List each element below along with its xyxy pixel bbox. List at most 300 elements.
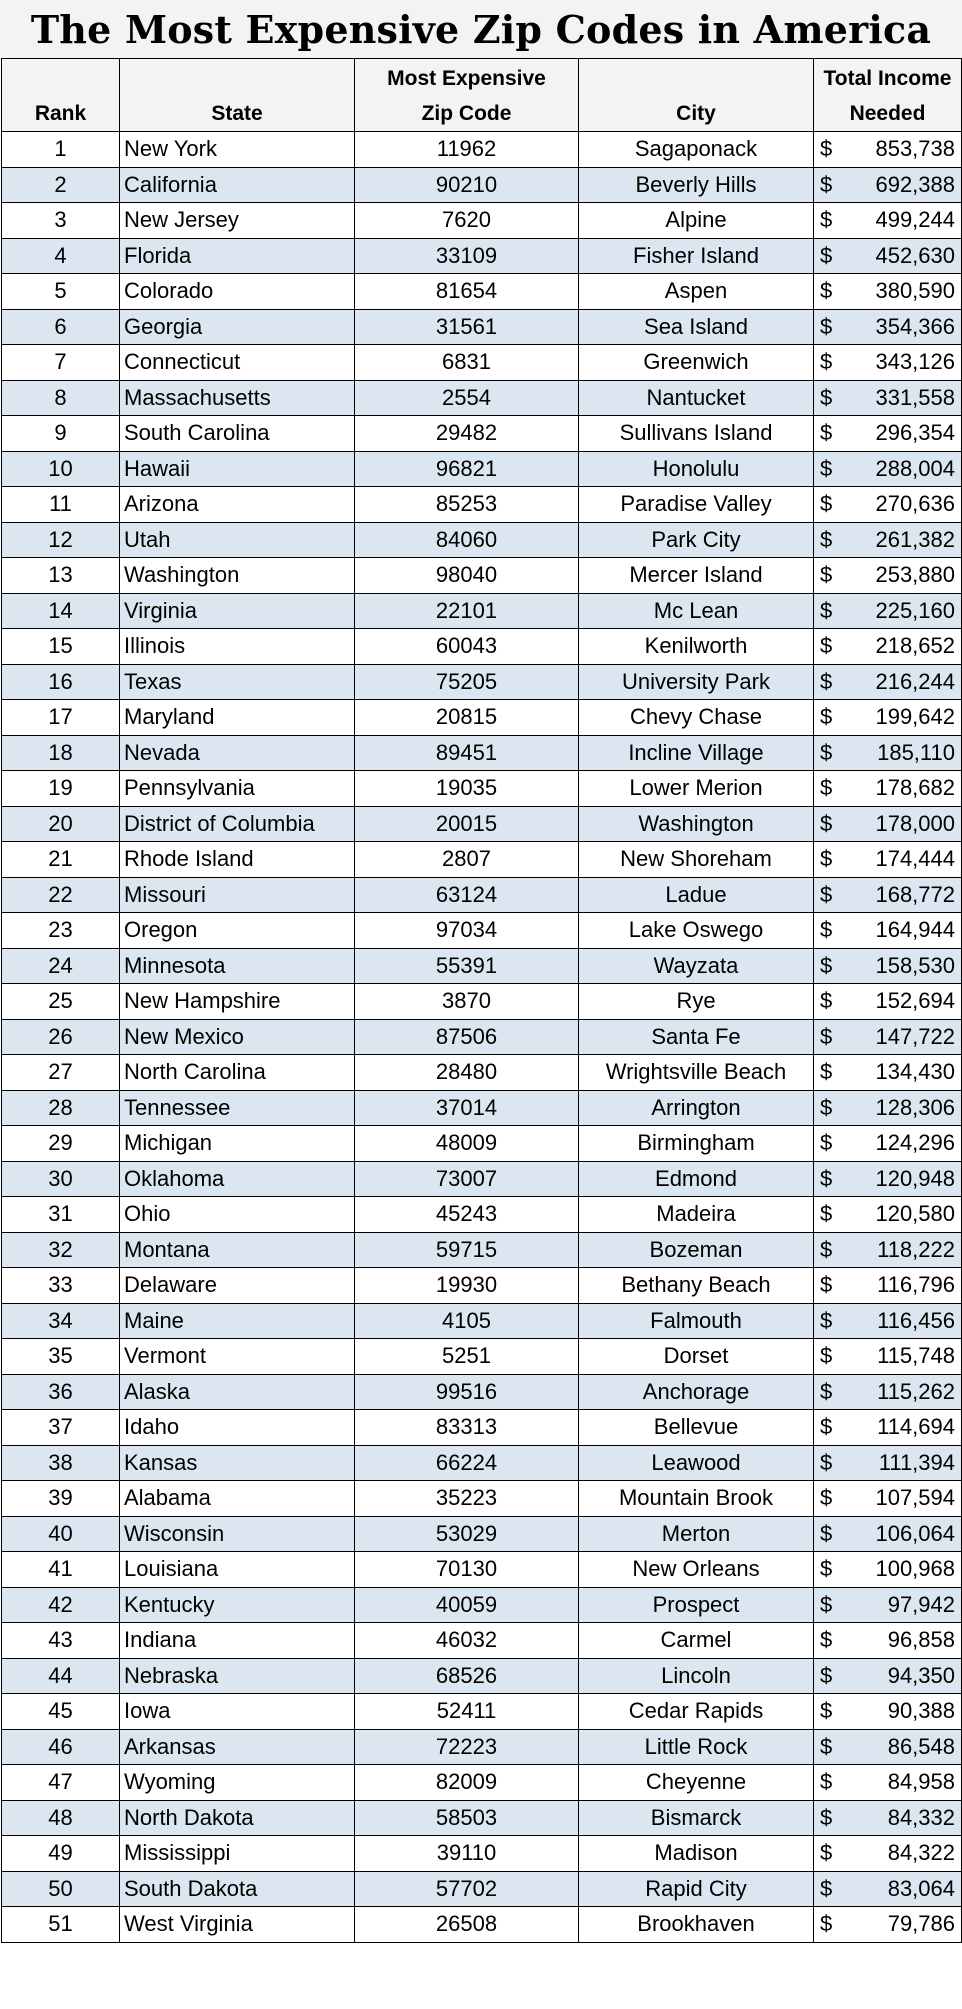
zip-code-cell: 11962 [355,132,579,168]
rank-cell: 1 [2,132,120,168]
income-cell [814,1481,962,1517]
city-cell: Arrington [579,1090,814,1126]
currency-symbol: $ [820,207,833,233]
income-value: 178,000 [875,810,955,836]
income-value: 164,944 [875,917,955,943]
currency-symbol: $ [820,739,833,765]
currency-symbol: $ [820,668,833,694]
state-cell: New York [120,132,355,168]
city-cell: Brookhaven [579,1907,814,1943]
rank-cell: 28 [2,1090,120,1126]
header-row [2,59,962,132]
income-value: 216,244 [875,668,955,694]
income-cell [814,629,962,665]
table-row [2,1445,962,1481]
zip-code-cell: 37014 [355,1090,579,1126]
currency-symbol: $ [820,1627,833,1653]
table-row [2,1303,962,1339]
city-cell: Merton [579,1516,814,1552]
table-row [2,1232,962,1268]
state-cell: Connecticut [120,345,355,381]
currency-symbol: $ [820,171,833,197]
zip-code-cell: 45243 [355,1197,579,1233]
rank-cell: 44 [2,1658,120,1694]
table-row [2,806,962,842]
zip-code-cell: 22101 [355,593,579,629]
rank-cell: 47 [2,1765,120,1801]
income-cell [814,1800,962,1836]
rank-cell: 23 [2,913,120,949]
city-cell: Ladue [579,877,814,913]
table-row [2,451,962,487]
city-cell: Nantucket [579,380,814,416]
zip-code-cell: 68526 [355,1658,579,1694]
header-income-line2: Needed [849,102,926,125]
income-cell [814,1090,962,1126]
income-cell [814,1658,962,1694]
zip-code-cell: 35223 [355,1481,579,1517]
city-cell: Wrightsville Beach [579,1055,814,1091]
state-cell: New Mexico [120,1019,355,1055]
rank-cell: 39 [2,1481,120,1517]
income-value: 288,004 [875,455,955,481]
city-cell: Lincoln [579,1658,814,1694]
income-value: 106,064 [875,1520,955,1546]
city-cell: Bethany Beach [579,1268,814,1304]
table-row [2,1410,962,1446]
currency-symbol: $ [820,1911,833,1937]
header-city: City [579,59,814,132]
income-cell [814,1019,962,1055]
income-cell [814,132,962,168]
table-row [2,238,962,274]
state-cell: Hawaii [120,451,355,487]
zip-code-cell: 29482 [355,416,579,452]
rank-cell: 26 [2,1019,120,1055]
city-cell: Washington [579,806,814,842]
state-cell: West Virginia [120,1907,355,1943]
income-cell [814,771,962,807]
income-value: 86,548 [887,1733,955,1759]
rank-cell: 24 [2,948,120,984]
currency-symbol: $ [820,1662,833,1688]
income-value: 225,160 [875,597,955,623]
state-cell: Massachusetts [120,380,355,416]
income-value: 115,262 [877,1378,955,1404]
city-cell: Bismarck [579,1800,814,1836]
income-value: 79,786 [887,1911,955,1937]
city-cell: Fisher Island [579,238,814,274]
income-cell [814,1161,962,1197]
income-cell [814,1765,962,1801]
currency-symbol: $ [820,455,833,481]
currency-symbol: $ [820,952,833,978]
table-row [2,1197,962,1233]
income-value: 261,382 [875,526,955,552]
zip-code-cell: 63124 [355,877,579,913]
header-zip-line2: Zip Code [421,102,512,125]
state-cell: Maryland [120,700,355,736]
state-cell: Illinois [120,629,355,665]
zip-code-cell: 81654 [355,274,579,310]
zip-code-cell: 82009 [355,1765,579,1801]
zip-code-cell: 6831 [355,345,579,381]
currency-symbol: $ [820,1307,833,1333]
income-cell [814,345,962,381]
rank-cell: 6 [2,309,120,345]
income-cell [814,948,962,984]
zip-code-cell: 3870 [355,984,579,1020]
state-cell: Mississippi [120,1836,355,1872]
city-cell: Bozeman [579,1232,814,1268]
city-cell: Greenwich [579,345,814,381]
rank-cell: 22 [2,877,120,913]
rank-cell: 15 [2,629,120,665]
state-cell: Vermont [120,1339,355,1375]
zip-code-cell: 98040 [355,558,579,594]
rank-cell: 45 [2,1694,120,1730]
state-cell: Rhode Island [120,842,355,878]
state-cell: Alabama [120,1481,355,1517]
table-row [2,735,962,771]
state-cell: North Carolina [120,1055,355,1091]
state-cell: North Dakota [120,1800,355,1836]
table-row [2,664,962,700]
rank-cell: 18 [2,735,120,771]
rank-cell: 50 [2,1871,120,1907]
currency-symbol: $ [820,881,833,907]
city-cell: Anchorage [579,1374,814,1410]
income-value: 174,444 [875,846,955,872]
header-zip-code [355,59,579,132]
header-income [814,59,962,132]
income-value: 84,332 [887,1804,955,1830]
table-row [2,1481,962,1517]
zip-code-table [1,58,962,1943]
table-row [2,309,962,345]
city-cell: Lower Merion [579,771,814,807]
income-value: 107,594 [875,1485,955,1511]
city-cell: Chevy Chase [579,700,814,736]
rank-cell: 3 [2,203,120,239]
state-cell: Texas [120,664,355,700]
state-cell: Pennsylvania [120,771,355,807]
zip-code-cell: 55391 [355,948,579,984]
income-cell [814,1623,962,1659]
zip-code-cell: 59715 [355,1232,579,1268]
currency-symbol: $ [820,1556,833,1582]
rank-cell: 48 [2,1800,120,1836]
city-cell: Leawood [579,1445,814,1481]
city-cell: Santa Fe [579,1019,814,1055]
currency-symbol: $ [820,810,833,836]
zip-code-cell: 5251 [355,1339,579,1375]
table-row [2,771,962,807]
state-cell: Iowa [120,1694,355,1730]
income-value: 692,388 [875,171,955,197]
state-cell: Minnesota [120,948,355,984]
state-cell: Missouri [120,877,355,913]
city-cell: Rye [579,984,814,1020]
income-value: 116,456 [877,1307,955,1333]
income-cell [814,735,962,771]
currency-symbol: $ [820,1130,833,1156]
rank-cell: 35 [2,1339,120,1375]
rank-cell: 17 [2,700,120,736]
income-value: 96,858 [887,1627,955,1653]
state-cell: Wyoming [120,1765,355,1801]
income-cell [814,1871,962,1907]
header-rank: Rank [2,59,120,132]
currency-symbol: $ [820,1769,833,1795]
zip-code-cell: 96821 [355,451,579,487]
zip-code-cell: 31561 [355,309,579,345]
zip-code-cell: 46032 [355,1623,579,1659]
currency-symbol: $ [820,1059,833,1085]
rank-cell: 34 [2,1303,120,1339]
table-row [2,345,962,381]
zip-code-cell: 33109 [355,238,579,274]
table-row [2,1161,962,1197]
income-cell [814,877,962,913]
currency-symbol: $ [820,1272,833,1298]
income-value: 343,126 [875,349,955,375]
income-cell [814,1197,962,1233]
income-value: 853,738 [875,136,955,162]
table-row [2,1694,962,1730]
city-cell: Mountain Brook [579,1481,814,1517]
table-row [2,1765,962,1801]
income-value: 354,366 [875,313,955,339]
table-row [2,487,962,523]
currency-symbol: $ [820,1875,833,1901]
table-row [2,842,962,878]
city-cell: Edmond [579,1161,814,1197]
currency-symbol: $ [820,775,833,801]
city-cell: Bellevue [579,1410,814,1446]
income-cell [814,1445,962,1481]
zip-code-cell: 60043 [355,629,579,665]
income-value: 83,064 [887,1875,955,1901]
state-cell: Wisconsin [120,1516,355,1552]
header-zip-line1: Most Expensive [387,67,546,90]
state-cell: Georgia [120,309,355,345]
state-cell: Nevada [120,735,355,771]
table-row [2,416,962,452]
city-cell: Paradise Valley [579,487,814,523]
city-cell: Park City [579,522,814,558]
state-cell: South Carolina [120,416,355,452]
zip-code-cell: 40059 [355,1587,579,1623]
zip-code-cell: 84060 [355,522,579,558]
income-value: 168,772 [875,881,955,907]
income-cell [814,309,962,345]
zip-code-cell: 73007 [355,1161,579,1197]
income-cell [814,1907,962,1943]
city-cell: Kenilworth [579,629,814,665]
zip-code-cell: 52411 [355,1694,579,1730]
rank-cell: 12 [2,522,120,558]
currency-symbol: $ [820,562,833,588]
table-row [2,558,962,594]
zip-code-cell: 97034 [355,913,579,949]
city-cell: Sullivans Island [579,416,814,452]
income-value: 120,580 [875,1201,955,1227]
state-cell: Oregon [120,913,355,949]
rank-cell: 30 [2,1161,120,1197]
state-cell: Arkansas [120,1729,355,1765]
income-cell [814,1303,962,1339]
table-row [2,877,962,913]
currency-symbol: $ [820,313,833,339]
rank-cell: 27 [2,1055,120,1091]
table-row [2,274,962,310]
income-value: 253,880 [875,562,955,588]
income-cell [814,700,962,736]
zip-code-cell: 99516 [355,1374,579,1410]
table-row [2,948,962,984]
currency-symbol: $ [820,1201,833,1227]
currency-symbol: $ [820,1236,833,1262]
income-value: 270,636 [875,491,955,517]
table-row [2,1019,962,1055]
rank-cell: 37 [2,1410,120,1446]
income-value: 118,222 [877,1236,955,1262]
zip-code-cell: 19035 [355,771,579,807]
income-value: 296,354 [875,420,955,446]
income-cell [814,167,962,203]
zip-code-cell: 90210 [355,167,579,203]
table-row [2,380,962,416]
city-cell: New Shoreham [579,842,814,878]
income-cell [814,1232,962,1268]
currency-symbol: $ [820,1165,833,1191]
city-cell: Birmingham [579,1126,814,1162]
currency-symbol: $ [820,1733,833,1759]
state-cell: Oklahoma [120,1161,355,1197]
city-cell: Carmel [579,1623,814,1659]
currency-symbol: $ [820,1485,833,1511]
income-value: 499,244 [875,207,955,233]
state-cell: Ohio [120,1197,355,1233]
rank-cell: 40 [2,1516,120,1552]
currency-symbol: $ [820,597,833,623]
income-cell [814,380,962,416]
state-cell: Maine [120,1303,355,1339]
table-row [2,1339,962,1375]
income-cell [814,1694,962,1730]
state-cell: Alaska [120,1374,355,1410]
table-row [2,1374,962,1410]
rank-cell: 49 [2,1836,120,1872]
table-row [2,1126,962,1162]
currency-symbol: $ [820,384,833,410]
income-cell [814,1729,962,1765]
city-cell: Alpine [579,203,814,239]
currency-symbol: $ [820,1804,833,1830]
currency-symbol: $ [820,1414,833,1440]
currency-symbol: $ [820,278,833,304]
currency-symbol: $ [820,1520,833,1546]
rank-cell: 42 [2,1587,120,1623]
income-value: 218,652 [875,633,955,659]
zip-code-cell: 57702 [355,1871,579,1907]
income-value: 124,296 [875,1130,955,1156]
currency-symbol: $ [820,846,833,872]
rank-cell: 8 [2,380,120,416]
state-cell: Virginia [120,593,355,629]
state-cell: California [120,167,355,203]
state-cell: Kentucky [120,1587,355,1623]
zip-code-cell: 39110 [355,1836,579,1872]
rank-cell: 43 [2,1623,120,1659]
zip-code-cell: 48009 [355,1126,579,1162]
table-row [2,984,962,1020]
income-value: 116,796 [877,1272,955,1298]
income-value: 128,306 [875,1094,955,1120]
rank-cell: 16 [2,664,120,700]
state-cell: District of Columbia [120,806,355,842]
income-value: 97,942 [887,1591,955,1617]
currency-symbol: $ [820,1378,833,1404]
income-cell [814,1339,962,1375]
table-row [2,1552,962,1588]
income-cell [814,522,962,558]
table-row [2,167,962,203]
city-cell: Dorset [579,1339,814,1375]
rank-cell: 46 [2,1729,120,1765]
income-cell [814,558,962,594]
table-row [2,629,962,665]
income-value: 380,590 [875,278,955,304]
table-row [2,1907,962,1943]
city-cell: University Park [579,664,814,700]
income-value: 100,968 [875,1556,955,1582]
zip-code-cell: 83313 [355,1410,579,1446]
currency-symbol: $ [820,633,833,659]
income-value: 84,322 [887,1840,955,1866]
zip-code-cell: 7620 [355,203,579,239]
table-row [2,203,962,239]
state-cell: South Dakota [120,1871,355,1907]
rank-cell: 7 [2,345,120,381]
state-cell: Florida [120,238,355,274]
state-cell: Indiana [120,1623,355,1659]
currency-symbol: $ [820,136,833,162]
income-value: 134,430 [875,1059,955,1085]
rank-cell: 32 [2,1232,120,1268]
city-cell: Incline Village [579,735,814,771]
zip-code-cell: 89451 [355,735,579,771]
income-cell [814,451,962,487]
rank-cell: 4 [2,238,120,274]
table-row [2,593,962,629]
table-row [2,132,962,168]
state-cell: Washington [120,558,355,594]
rank-cell: 25 [2,984,120,1020]
income-cell [814,487,962,523]
currency-symbol: $ [820,491,833,517]
city-cell: Sea Island [579,309,814,345]
table-row [2,1871,962,1907]
table-row [2,1623,962,1659]
table-row [2,1658,962,1694]
zip-code-cell: 26508 [355,1907,579,1943]
income-value: 114,694 [877,1414,955,1440]
zip-code-cell: 85253 [355,487,579,523]
zip-code-cell: 20015 [355,806,579,842]
rank-cell: 14 [2,593,120,629]
